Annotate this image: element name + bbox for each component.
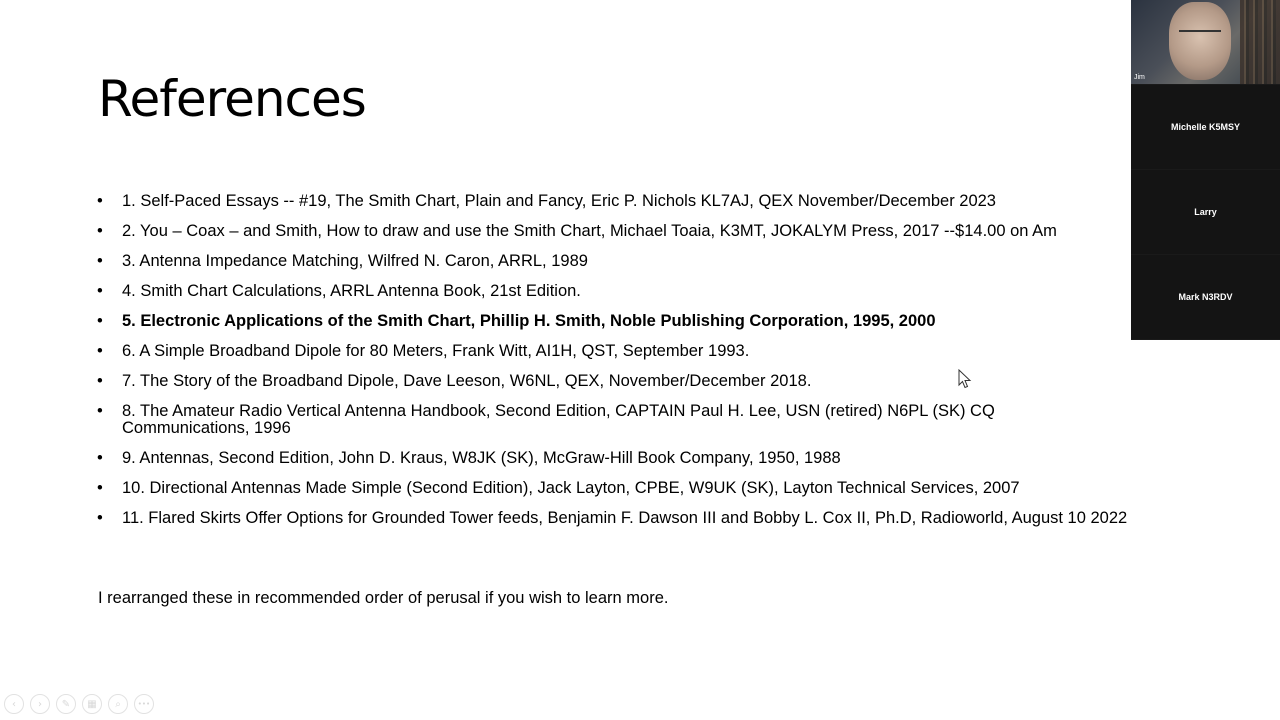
participant-tile[interactable] — [1131, 85, 1280, 169]
reference-item — [97, 343, 1207, 360]
reference-item — [97, 450, 1207, 467]
bullet: • — [97, 342, 103, 360]
reference-item — [97, 283, 1207, 300]
reference-text: 3. Antenna Impedance Matching, Wilfred N. Caron, ARRL, 1989 — [122, 252, 588, 270]
bullet: • — [97, 449, 103, 467]
reference-text: 4. Smith Chart Calculations, ARRL Antenna Book, 21st Edition. — [122, 282, 581, 300]
participant-name: Jim — [1134, 74, 1145, 81]
participant-tile-video[interactable] — [1131, 0, 1280, 84]
reference-text: 2. You – Coax – and Smith, How to draw and use the Smith Chart, Michael Toaia, K3MT, JOKALYM Press, 2017 --$14.00 on Am — [122, 222, 1057, 240]
slides-grid-icon[interactable]: ▦ — [82, 694, 102, 714]
participant-name: Larry — [1194, 207, 1217, 217]
reference-text: 1. Self-Paced Essays -- #19, The Smith Chart, Plain and Fancy, Eric P. Nichols KL7AJ, QEX November/December 2023 — [122, 192, 996, 210]
bullet: • — [97, 312, 103, 330]
participants-panel — [1131, 0, 1280, 340]
bullet: • — [97, 192, 103, 210]
reference-item — [97, 480, 1207, 497]
participant-name: Mark N3RDV — [1178, 292, 1233, 302]
reference-item-highlighted — [97, 313, 1207, 330]
background-bookshelf — [1240, 0, 1280, 84]
reference-text: 5. Electronic Applications of the Smith Chart, Phillip H. Smith, Noble Publishing Corporation, 1995, 2000 — [122, 312, 936, 330]
participant-name: Michelle K5MSY — [1170, 122, 1241, 132]
mouse-cursor-icon — [958, 369, 972, 389]
bullet: • — [97, 509, 103, 527]
reference-text: 10. Directional Antennas Made Simple (Second Edition), Jack Layton, CPBE, W9UK (SK), Layton Technical Services, 2007 — [122, 479, 1020, 497]
bullet: • — [97, 479, 103, 497]
bullet: • — [97, 282, 103, 300]
participant-glasses — [1179, 30, 1221, 42]
reference-item — [97, 510, 1182, 527]
bullet: • — [97, 252, 103, 270]
next-icon[interactable]: › — [30, 694, 50, 714]
participant-tile[interactable] — [1131, 255, 1280, 339]
reference-item — [97, 253, 1207, 270]
previous-icon[interactable]: ‹ — [4, 694, 24, 714]
reference-text: 6. A Simple Broadband Dipole for 80 Meters, Frank Witt, AI1H, QST, September 1993. — [122, 342, 750, 360]
zoom-icon[interactable]: ⌕ — [108, 694, 128, 714]
reference-text: 8. The Amateur Radio Vertical Antenna Handbook, Second Edition, CAPTAIN Paul H. Lee, USN (retired) N6PL (SK) CQ Communications, 1996 — [122, 402, 995, 437]
reference-item — [97, 193, 1207, 210]
reference-text: 7. The Story of the Broadband Dipole, Dave Leeson, W6NL, QEX, November/December 2018. — [122, 372, 812, 390]
bullet: • — [97, 372, 103, 390]
bullet: • — [97, 402, 103, 420]
pen-icon[interactable]: ✎ — [56, 694, 76, 714]
more-icon[interactable]: ••• — [134, 694, 154, 714]
reference-item — [97, 403, 1062, 437]
reference-text: 9. Antennas, Second Edition, John D. Kraus, W8JK (SK), McGraw-Hill Book Company, 1950, 1988 — [122, 449, 841, 467]
reference-item — [97, 223, 1207, 240]
reference-text: 11. Flared Skirts Offer Options for Grounded Tower feeds, Benjamin F. Dawson III and Bobby L. Cox II, Ph.D, Radioworld, August 10 2022 — [122, 509, 1128, 527]
slideshow-toolbar — [4, 694, 154, 714]
slide-title: References — [98, 70, 366, 128]
slide-footnote: I rearranged these in recommended order of perusal if you wish to learn more. — [98, 589, 669, 607]
references-list — [97, 193, 1207, 540]
participant-tile[interactable] — [1131, 170, 1280, 254]
reference-item — [97, 373, 1207, 390]
bullet: • — [97, 222, 103, 240]
